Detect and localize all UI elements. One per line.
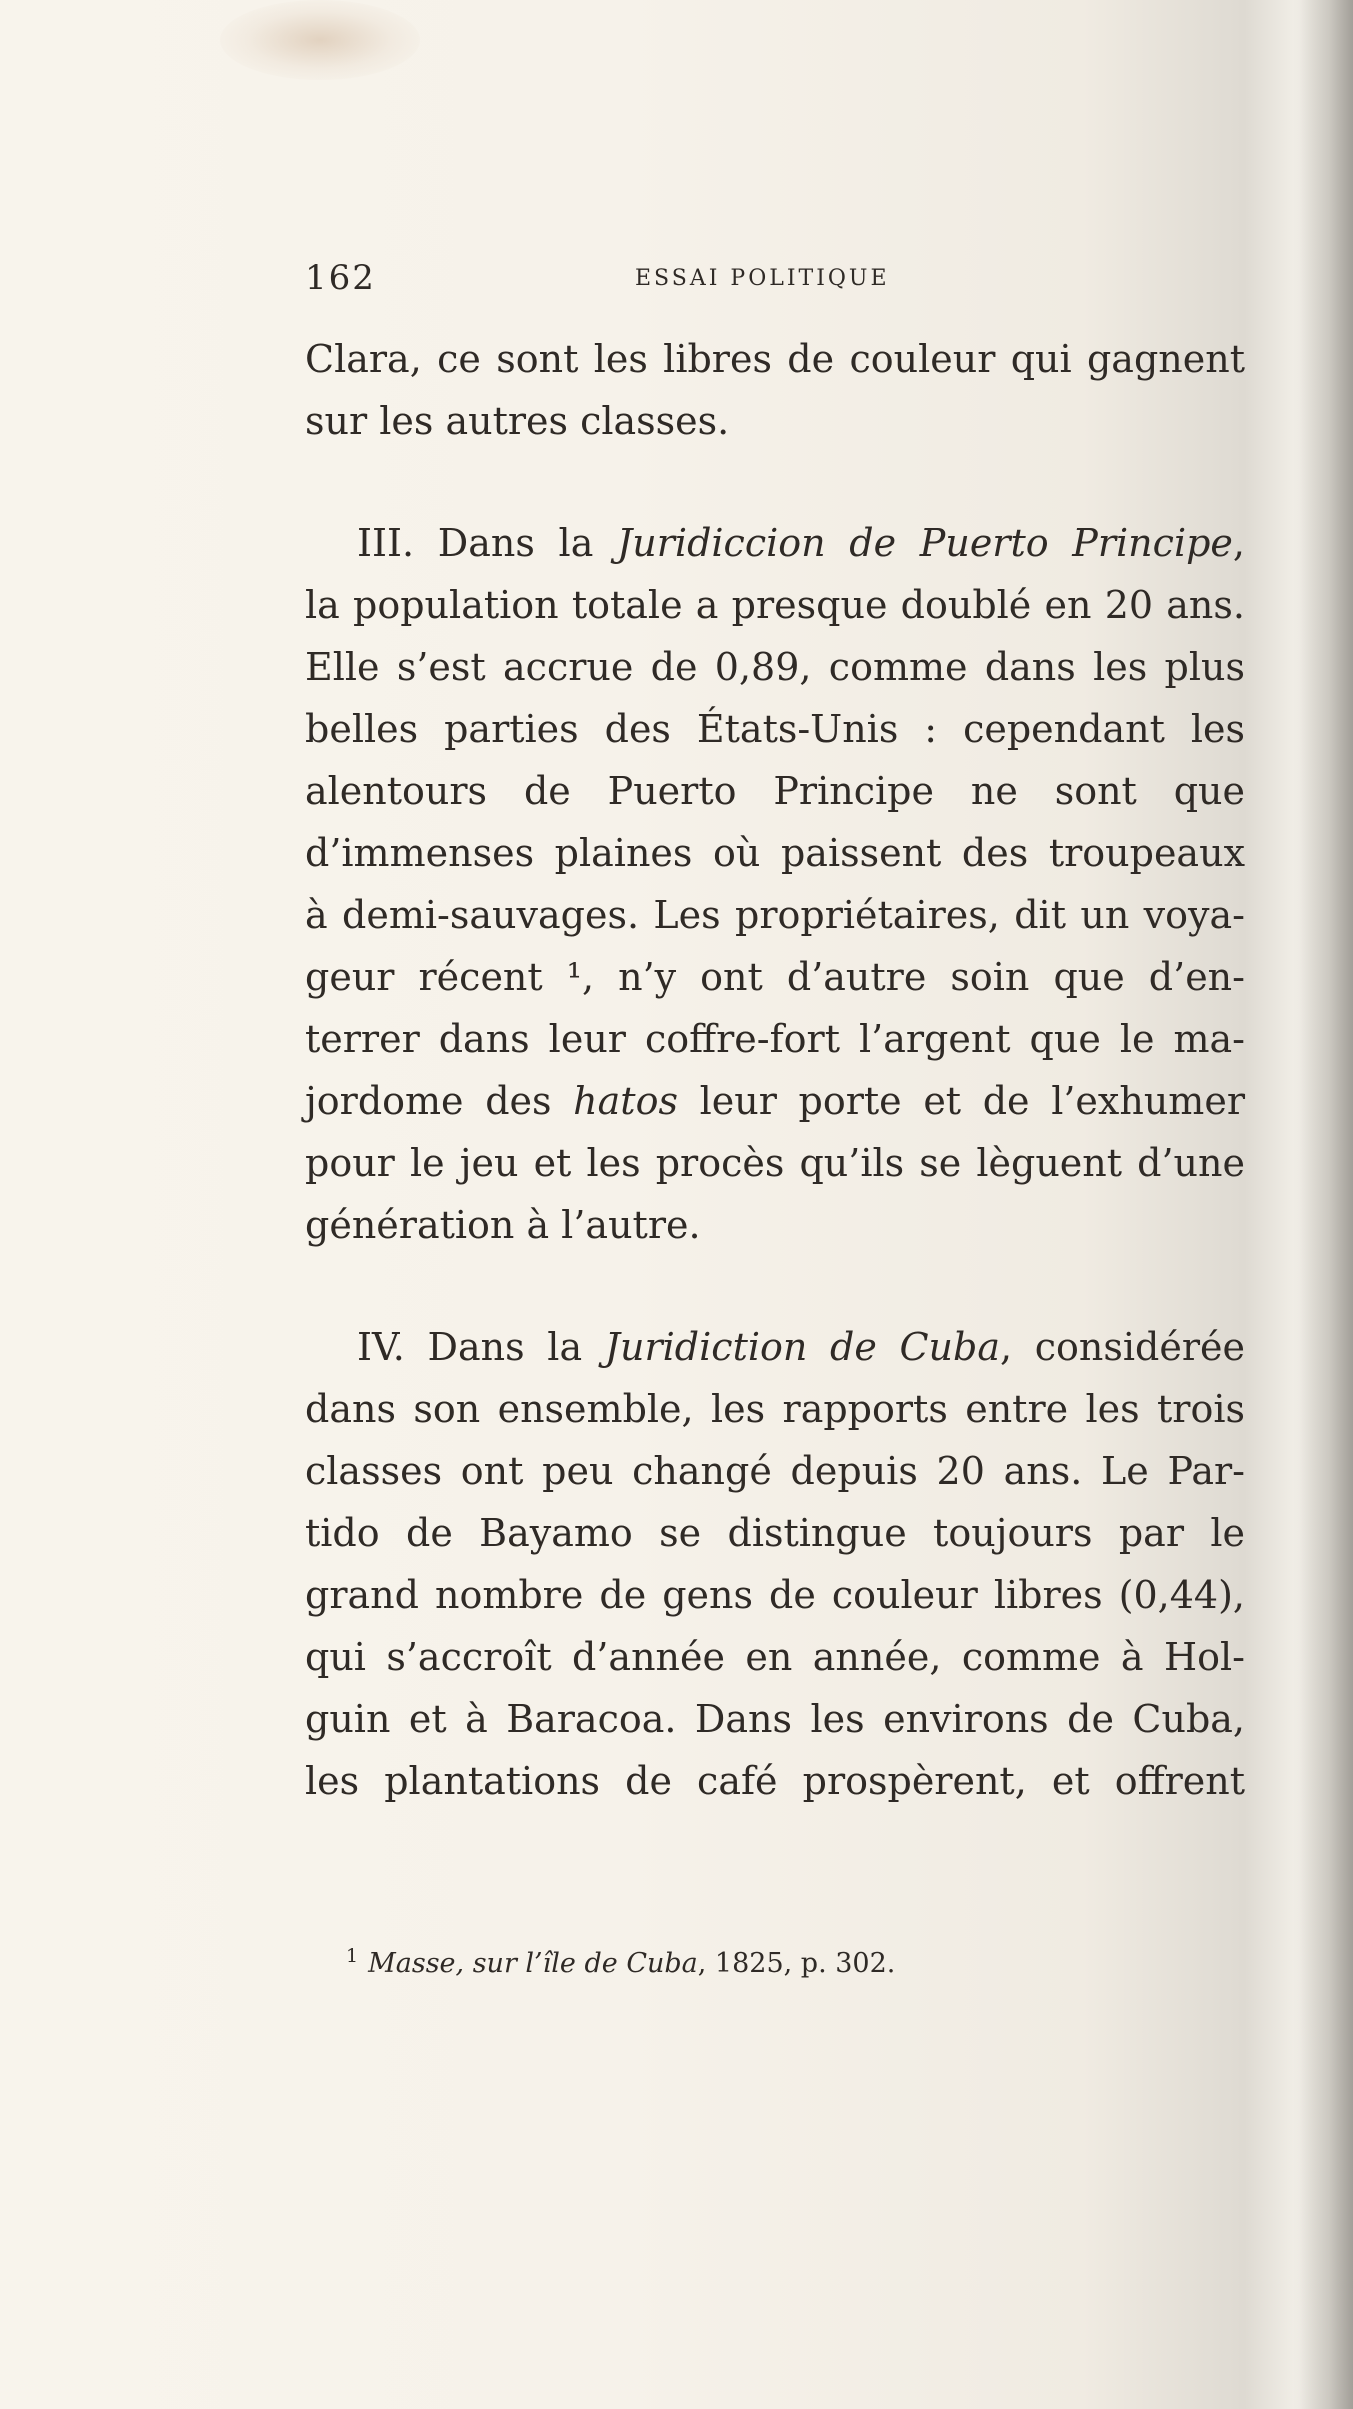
- text-fragment: leur porte et de l’exhumer: [677, 1079, 1245, 1123]
- text-line: d’immenses plaines où paissent des troupeaux: [305, 831, 1245, 875]
- text-line: Clara, ce sont les libres de couleur qui gagnent: [305, 337, 1245, 381]
- text-line: tido de Bayamo se distingue toujours par le: [305, 1511, 1245, 1555]
- italic-term: hatos: [573, 1079, 678, 1123]
- footnote-number: 1: [346, 1945, 359, 1967]
- text-line: [305, 512, 1245, 574]
- paragraph-1: [305, 328, 1245, 452]
- text-line: [305, 1316, 1245, 1378]
- text-fragment: ,: [1232, 521, 1245, 565]
- text-line: geur récent ¹, n’y ont d’autre soin que d’en-: [305, 955, 1245, 999]
- text-line: guin et à Baracoa. Dans les environs de Cuba,: [305, 1697, 1245, 1741]
- gutter-shadow: [1293, 0, 1353, 2409]
- italic-place-name: Juridiction de Cuba: [604, 1325, 1001, 1369]
- footnote-rest: , 1825, p. 302.: [697, 1948, 896, 1979]
- paragraph-2: [305, 512, 1245, 1256]
- text-line: terrer dans leur coffre-fort l’argent que le ma-: [305, 1017, 1245, 1061]
- footnote-citation: Masse, sur l’île de Cuba: [368, 1948, 698, 1979]
- body-text: [305, 328, 1245, 1812]
- text-line: sur les autres classes.: [305, 399, 730, 443]
- text-line: alentours de Puerto Principe ne sont que: [305, 769, 1245, 813]
- paragraph-3: [305, 1316, 1245, 1812]
- text-line: pour le jeu et les procès qu’ils se lèguent d’une: [305, 1141, 1245, 1185]
- text-fragment: IV. Dans la: [357, 1325, 605, 1369]
- text-line: [305, 1070, 1245, 1132]
- page-number: 162: [305, 258, 376, 298]
- italic-place-name: Juridiccion de Puerto Principe: [617, 521, 1233, 565]
- text-line: Elle s’est accrue de 0,89, comme dans les plus: [305, 645, 1245, 689]
- text-line: grand nombre de gens de couleur libres (0,44),: [305, 1573, 1245, 1617]
- page-header: [305, 258, 1245, 298]
- text-line: belles parties des États-Unis : cependant les: [305, 707, 1245, 751]
- running-head: ESSAI POLITIQUE: [635, 266, 890, 291]
- text-line: qui s’accroît d’année en année, comme à Hol-: [305, 1635, 1245, 1679]
- text-fragment: , considérée: [1000, 1325, 1245, 1369]
- text-line: les plantations de café prospèrent, et offrent: [305, 1759, 1245, 1803]
- text-line: la population totale a presque doublé en 20 ans.: [305, 583, 1245, 627]
- text-fragment: jordome des: [305, 1079, 574, 1123]
- text-line: génération à l’autre.: [305, 1203, 701, 1247]
- text-fragment: III. Dans la: [357, 521, 618, 565]
- text-line: dans son ensemble, les rapports entre les trois: [305, 1387, 1245, 1431]
- text-line: classes ont peu changé depuis 20 ans. Le Par-: [305, 1449, 1245, 1493]
- paper-stain: [220, 0, 420, 80]
- text-line: à demi-sauvages. Les propriétaires, dit un voya-: [305, 893, 1245, 937]
- footnote: [346, 1945, 895, 1979]
